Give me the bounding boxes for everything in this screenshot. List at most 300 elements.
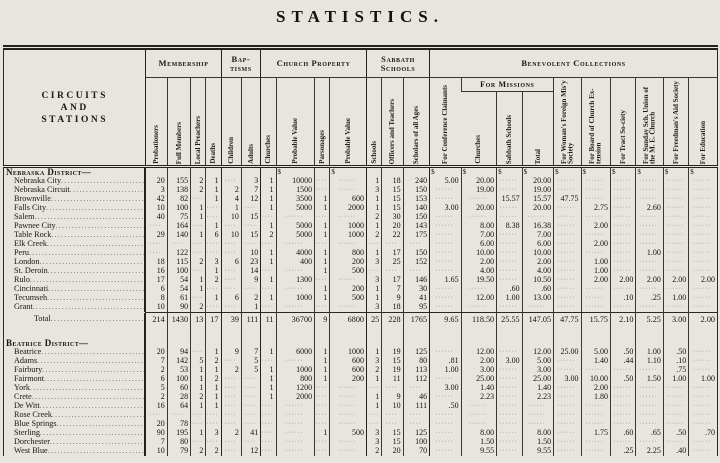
cell: 155: [167, 177, 190, 186]
cell: [261, 411, 276, 420]
cell: 125: [403, 348, 429, 357]
group-header-row: [4, 50, 718, 78]
cell: [554, 186, 581, 195]
cell: [636, 402, 663, 411]
cell: 1.50: [522, 438, 554, 447]
cell: [382, 240, 403, 249]
cell: 1.65: [430, 276, 462, 285]
cell: 7: [241, 348, 260, 357]
cell: 1: [315, 285, 330, 294]
cell: [497, 411, 522, 420]
cell: [611, 384, 636, 393]
cell: 1.00: [689, 375, 718, 384]
table-row: [4, 231, 718, 240]
cell: [191, 339, 206, 348]
cell: [663, 222, 688, 231]
cell: 111: [241, 313, 260, 328]
cell: [430, 393, 462, 402]
cell: 1: [191, 285, 206, 294]
cell: 2: [261, 231, 276, 240]
cell: [146, 327, 167, 339]
cell: [636, 366, 663, 375]
cell: 4000: [276, 249, 315, 258]
cell: 19.50: [461, 276, 497, 285]
cell: [367, 411, 382, 420]
cell: [241, 438, 260, 447]
cell: [261, 213, 276, 222]
table-row: [4, 420, 718, 429]
cell: 1: [206, 177, 221, 186]
cell: [403, 167, 429, 178]
cell: 1: [191, 429, 206, 438]
cell: 1: [367, 402, 382, 411]
cell: 1: [191, 231, 206, 240]
cell: 1: [261, 186, 276, 195]
cell: [663, 285, 688, 294]
cell: [689, 195, 718, 204]
cell: [221, 384, 241, 393]
row-label: Pawnee City .....: [4, 222, 145, 231]
cell: 1: [261, 393, 276, 402]
cell: [461, 339, 497, 348]
column-header-deaths: Deaths: [206, 78, 221, 167]
cell: [497, 402, 522, 411]
cell: 5.00: [430, 177, 462, 186]
cell: 1000: [330, 348, 367, 357]
cell: [382, 167, 403, 178]
cell: 500: [330, 267, 367, 276]
cell: [497, 240, 522, 249]
column-header-freedmans-aid-society: For Freedman's Aid Society: [663, 78, 688, 167]
cell: 122: [167, 249, 190, 258]
cell: [430, 249, 462, 258]
cell: [430, 327, 462, 339]
cell: $: [554, 167, 581, 178]
cell: 152: [403, 258, 429, 267]
cell: [636, 231, 663, 240]
cell: [611, 420, 636, 429]
cell: [367, 384, 382, 393]
cell: [554, 303, 581, 313]
cell: 1: [206, 195, 221, 204]
cell: 125: [403, 429, 429, 438]
cell: [261, 339, 276, 348]
cell: 1: [261, 222, 276, 231]
cell: .10: [611, 294, 636, 303]
cell: [241, 240, 260, 249]
cell: [611, 411, 636, 420]
cell: 1: [261, 366, 276, 375]
cell: 147.05: [522, 313, 554, 328]
column-header-local-preachers: Local Preachers: [191, 78, 206, 167]
row-label: Sterling .....: [4, 429, 145, 438]
cell: 111: [403, 402, 429, 411]
cell: [221, 276, 241, 285]
cell: [261, 357, 276, 366]
cell: [221, 222, 241, 231]
cell: 3500: [276, 195, 315, 204]
cell: [430, 213, 462, 222]
cell: 10.00: [522, 249, 554, 258]
cell: [382, 420, 403, 429]
cell: [276, 420, 315, 429]
cell: 8.00: [461, 429, 497, 438]
cell: [581, 411, 610, 420]
cell: [276, 429, 315, 438]
row-label: De Witt .....: [4, 402, 145, 411]
cell: 5: [191, 357, 206, 366]
cell: 1: [221, 204, 241, 213]
cell: 17: [146, 276, 167, 285]
cell: 3: [367, 438, 382, 447]
cell: 10: [221, 231, 241, 240]
cell: 18: [382, 177, 403, 186]
cell: [367, 167, 382, 178]
cell: $: [663, 167, 688, 178]
cell: 1: [367, 285, 382, 294]
cell: 90: [146, 429, 167, 438]
cell: 9.55: [522, 447, 554, 456]
cell: 15: [382, 204, 403, 213]
cell: [689, 402, 718, 411]
cell: 6000: [276, 348, 315, 357]
cell: 1: [315, 375, 330, 384]
cell: 3: [367, 258, 382, 267]
cell: 3: [206, 258, 221, 267]
cell: 400: [276, 258, 315, 267]
cell: [611, 240, 636, 249]
table-row: [4, 285, 718, 294]
cell: [689, 204, 718, 213]
cell: 1: [261, 204, 276, 213]
cell: [315, 402, 330, 411]
cell: [497, 327, 522, 339]
cell: 13.00: [522, 294, 554, 303]
row-label: Beatrice District—: [4, 339, 145, 348]
cell: .50: [430, 402, 462, 411]
cell: [611, 438, 636, 447]
cell: [315, 339, 330, 348]
cell: [191, 348, 206, 357]
cell: 2.00: [461, 357, 497, 366]
cell: [663, 384, 688, 393]
cell: [636, 393, 663, 402]
cell: $: [276, 167, 315, 178]
cell: [581, 249, 610, 258]
cell: 600: [330, 195, 367, 204]
cell: 2: [367, 366, 382, 375]
table-row: [4, 240, 718, 249]
cell: [167, 167, 190, 178]
cell: .40: [663, 447, 688, 456]
row-label: Dorchester .....: [4, 438, 145, 447]
cell: 1.40: [581, 357, 610, 366]
cell: [581, 303, 610, 313]
cell: 95: [403, 303, 429, 313]
cell: 1000: [330, 231, 367, 240]
cell: 15: [241, 213, 260, 222]
cell: [403, 240, 429, 249]
cell: [206, 303, 221, 313]
cell: [689, 294, 718, 303]
cell: 3: [367, 276, 382, 285]
cell: 3: [367, 303, 382, 313]
cell: [663, 195, 688, 204]
cell: [554, 267, 581, 276]
cell: 12.00: [522, 348, 554, 357]
cell: [663, 339, 688, 348]
cell: 1: [261, 348, 276, 357]
cell: [689, 348, 718, 357]
cell: [167, 327, 190, 339]
cell: [663, 267, 688, 276]
cell: 3: [241, 177, 260, 186]
cell: 82: [167, 195, 190, 204]
cell: 1: [367, 195, 382, 204]
cell: [689, 258, 718, 267]
cell: [689, 411, 718, 420]
cell: [191, 327, 206, 339]
cell: 600: [330, 357, 367, 366]
cell: [461, 327, 497, 339]
cell: 1300: [276, 276, 315, 285]
row-label: London .....: [4, 258, 145, 267]
cell: 2: [221, 429, 241, 438]
cell: 1: [191, 375, 206, 384]
cell: [689, 222, 718, 231]
cell: [430, 339, 462, 348]
cell: 1: [261, 249, 276, 258]
cell: [221, 393, 241, 402]
cell: [497, 204, 522, 213]
column-header-children: Children: [221, 78, 241, 167]
cell: 1.00: [581, 267, 610, 276]
cell: .70: [689, 429, 718, 438]
cell: 15: [382, 186, 403, 195]
cell: 1: [261, 258, 276, 267]
cell: [636, 411, 663, 420]
cell: [554, 384, 581, 393]
cell: [276, 327, 315, 339]
cell: [611, 177, 636, 186]
cell: [146, 339, 167, 348]
cell: 200: [330, 258, 367, 267]
cell: [554, 339, 581, 348]
cell: 1: [206, 393, 221, 402]
cell: 3.00: [430, 384, 462, 393]
cell: [611, 366, 636, 375]
row-label: St. Deroin .....: [4, 267, 145, 276]
cell: 150: [403, 186, 429, 195]
cell: [330, 438, 367, 447]
cell: 1: [206, 267, 221, 276]
table-row: [4, 429, 718, 438]
cell: 175: [403, 231, 429, 240]
cell: [497, 258, 522, 267]
row-label: Nebraska District—: [4, 168, 145, 177]
cell: 1.40: [461, 384, 497, 393]
cell: [261, 303, 276, 313]
cell: 1.00: [663, 294, 688, 303]
cell: [167, 411, 190, 420]
cell: 2000: [330, 204, 367, 213]
cell: 15.75: [581, 313, 610, 328]
cell: .50: [663, 429, 688, 438]
cell: 3.00: [461, 366, 497, 375]
cell: [581, 195, 610, 204]
cell: [367, 339, 382, 348]
cell: 150: [403, 213, 429, 222]
cell: [554, 240, 581, 249]
cell: 1.10: [636, 357, 663, 366]
cell: 1000: [276, 366, 315, 375]
cell: [461, 303, 497, 313]
cell: 8: [146, 294, 167, 303]
name-header-line: AND: [60, 102, 89, 113]
cell: [206, 411, 221, 420]
cell: .60: [522, 285, 554, 294]
cell: 142: [167, 357, 190, 366]
cell: $: [636, 167, 663, 178]
cell: [554, 327, 581, 339]
cell: [146, 249, 167, 258]
cell: [430, 420, 462, 429]
table-row: [4, 411, 718, 420]
row-label: Beatrice .....: [4, 348, 145, 357]
cell: 6: [221, 258, 241, 267]
cell: [522, 402, 554, 411]
cell: [206, 420, 221, 429]
cell: 143: [403, 222, 429, 231]
cell: 41: [403, 294, 429, 303]
cell: 15.57: [497, 195, 522, 204]
cell: [689, 213, 718, 222]
row-label: Table Rock .....: [4, 231, 145, 240]
cell: [403, 411, 429, 420]
cell: 25.00: [522, 375, 554, 384]
cell: [663, 393, 688, 402]
cell: [241, 167, 260, 178]
cell: [191, 411, 206, 420]
cell: 6: [206, 231, 221, 240]
cell: [403, 384, 429, 393]
cell: 10: [382, 402, 403, 411]
cell: [554, 222, 581, 231]
cell: [636, 258, 663, 267]
cell: 6: [221, 294, 241, 303]
cell: 3.00: [497, 357, 522, 366]
cell: 2.00: [611, 276, 636, 285]
table-row: [4, 276, 718, 285]
cell: [581, 447, 610, 456]
cell: 53: [167, 366, 190, 375]
cell: 2: [146, 393, 167, 402]
cell: .65: [636, 429, 663, 438]
cell: 8.00: [461, 222, 497, 231]
cell: 1: [261, 276, 276, 285]
cell: [206, 438, 221, 447]
cell: [191, 267, 206, 276]
cell: .50: [611, 348, 636, 357]
cell: [611, 213, 636, 222]
cell: [689, 384, 718, 393]
cell: 2.00: [581, 276, 610, 285]
cell: [315, 393, 330, 402]
cell: [221, 375, 241, 384]
cell: .75: [663, 366, 688, 375]
cell: [403, 327, 429, 339]
cell: [330, 213, 367, 222]
cell: [241, 384, 260, 393]
cell: 20.00: [461, 177, 497, 186]
cell: [430, 348, 462, 357]
cell: [330, 411, 367, 420]
cell: [191, 249, 206, 258]
cell: 2: [191, 447, 206, 456]
cell: [636, 213, 663, 222]
cell: [430, 231, 462, 240]
table-row: [4, 186, 718, 195]
cell: [430, 429, 462, 438]
column-header-sunday-school-union: For Sunday Sch. Union of the M. E. Church: [636, 78, 663, 167]
cell: 2: [191, 177, 206, 186]
cell: [221, 267, 241, 276]
cell: 1: [367, 393, 382, 402]
table-row: [4, 222, 718, 231]
cell: [430, 240, 462, 249]
cell: [689, 420, 718, 429]
name-header-line: CIRCUITS: [41, 90, 108, 101]
cell: [689, 249, 718, 258]
cell: 19: [382, 366, 403, 375]
cell: 146: [403, 276, 429, 285]
cell: 1: [261, 177, 276, 186]
cell: 2.23: [522, 393, 554, 402]
cell: [221, 240, 241, 249]
cell: [241, 222, 260, 231]
row-label: York .....: [4, 384, 145, 393]
cell: 5.25: [636, 313, 663, 328]
cell: 2.00: [581, 240, 610, 249]
table-body: [4, 167, 718, 457]
cell: 1: [191, 402, 206, 411]
cell: 1: [191, 276, 206, 285]
cell: 1500: [276, 186, 315, 195]
cell: 79: [167, 447, 190, 456]
cell: 12: [241, 447, 260, 456]
cell: 14: [241, 267, 260, 276]
cell: 13: [191, 313, 206, 328]
cell: [276, 411, 315, 420]
cell: 1.00: [581, 258, 610, 267]
row-label: Rose Creek .....: [4, 411, 145, 420]
table-row: [4, 258, 718, 267]
row-label: Blue Springs .....: [4, 420, 145, 429]
cell: [554, 357, 581, 366]
cell: 200: [330, 375, 367, 384]
cell: [241, 339, 260, 348]
cell: [581, 186, 610, 195]
cell: 1: [315, 222, 330, 231]
cell: [497, 186, 522, 195]
cell: [276, 213, 315, 222]
cell: .50: [663, 348, 688, 357]
cell: 1430: [167, 313, 190, 328]
cell: [689, 393, 718, 402]
cell: [611, 249, 636, 258]
cell: [367, 420, 382, 429]
cell: [611, 339, 636, 348]
